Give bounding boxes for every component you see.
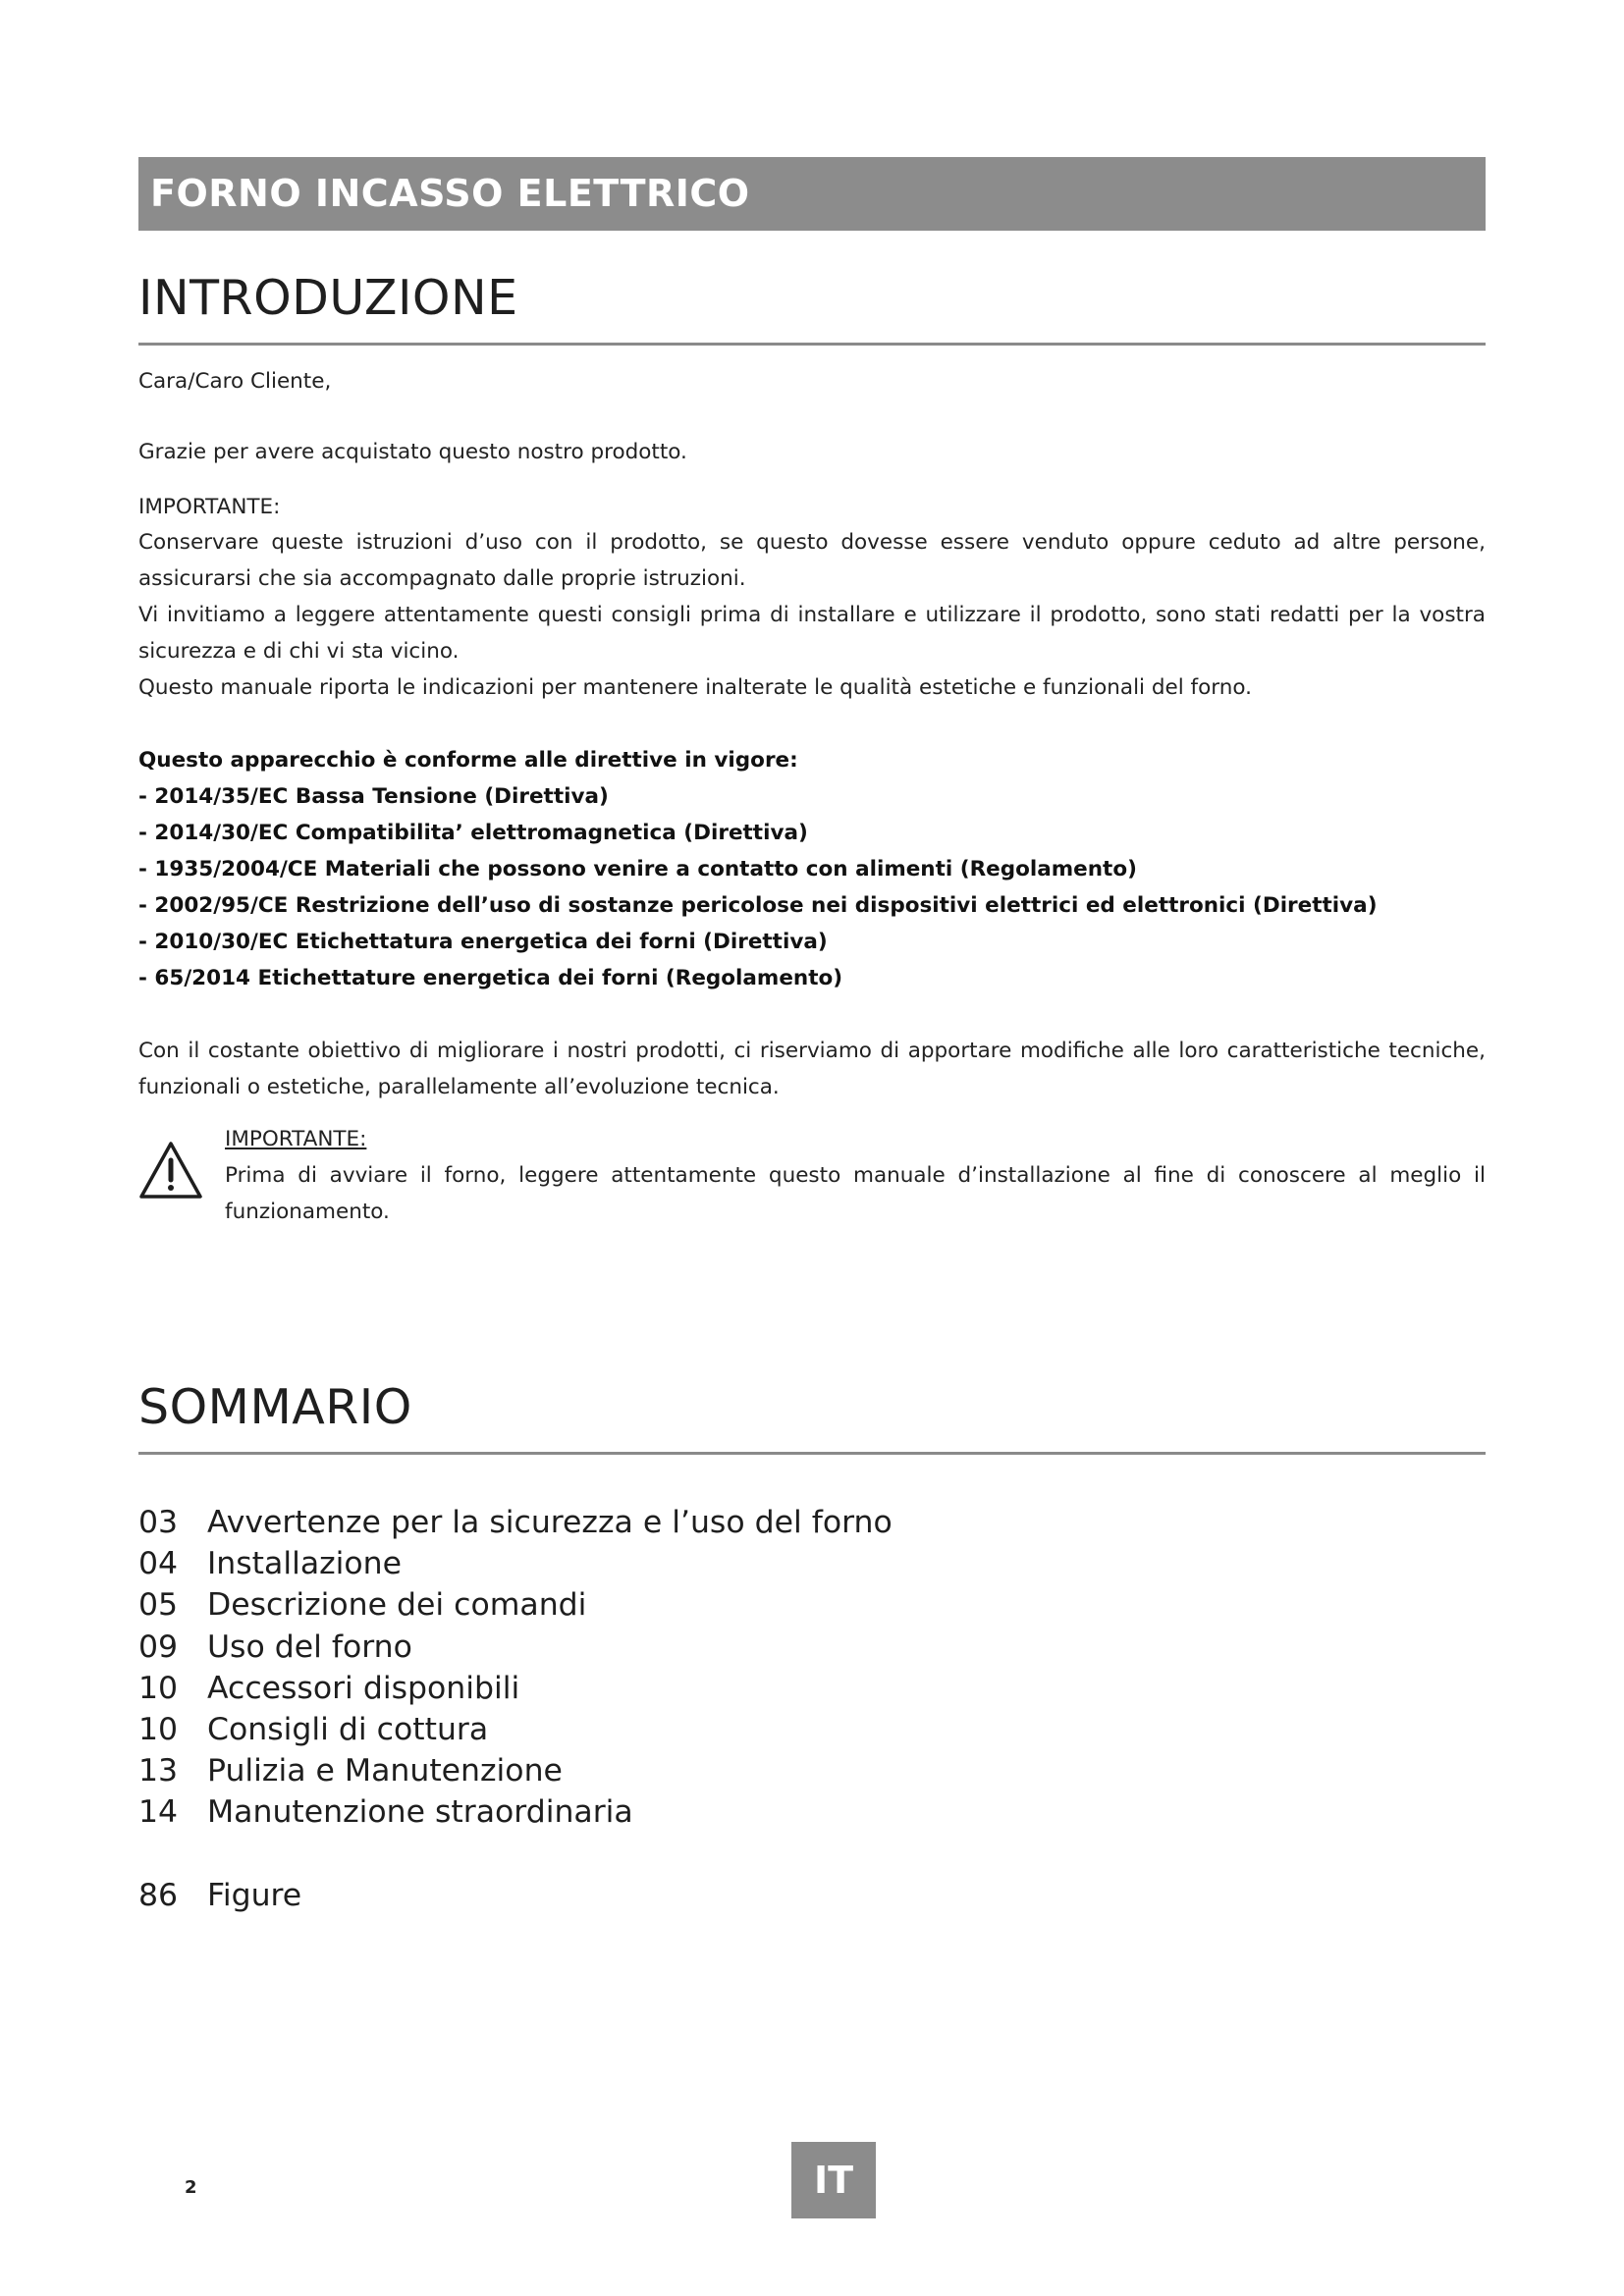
toc-item	[138, 1502, 1120, 1543]
directive-item: - 1935/2004/CE Materiali che possono venire a contatto con alimenti (Regolamento)	[138, 857, 1137, 881]
toc-item	[138, 1543, 1120, 1584]
warning-triangle-icon	[138, 1141, 203, 1200]
toc-label: Manutenzione straordinaria	[207, 1794, 633, 1831]
section-banner: FORNO INCASSO ELETTRICO	[138, 157, 1486, 231]
toc-item	[138, 1791, 1120, 1833]
directive-item: - 65/2014 Etichettature energetica dei forni (Regolamento)	[138, 966, 843, 990]
summary-title: SOMMARIO	[138, 1379, 412, 1435]
toc-label: Accessori disponibili	[207, 1670, 520, 1706]
toc-page: 09	[138, 1629, 179, 1665]
toc-page: 04	[138, 1546, 179, 1582]
toc-item	[138, 1668, 1120, 1709]
warning-block	[225, 1121, 1486, 1230]
toc-page: 10	[138, 1670, 179, 1706]
toc-item	[138, 1627, 1120, 1668]
toc-label: Avvertenze per la sicurezza e l’uso del forno	[207, 1505, 893, 1540]
toc-page: 05	[138, 1587, 179, 1624]
toc-page: 03	[138, 1505, 179, 1540]
improvement-paragraph: Con il costante obiettivo di migliorare i nostri prodotti, ci riserviamo di apportare modifiche alle loro caratteristiche tecniche, funzionali o estetiche, parallelamente all’evoluzione tecnica.	[138, 1039, 1486, 1099]
directive-item: - 2014/35/EC Bassa Tensione (Direttiva)	[138, 784, 609, 809]
greeting: Cara/Caro Cliente,	[138, 369, 332, 394]
toc-label: Installazione	[207, 1546, 403, 1582]
important-label: IMPORTANTE:	[138, 495, 281, 519]
toc-item	[138, 1584, 1120, 1626]
directives-heading: Questo apparecchio è conforme alle direttive in vigore:	[138, 748, 798, 773]
toc-item	[138, 1709, 1120, 1750]
toc-label: Uso del forno	[207, 1629, 412, 1665]
warning-label: IMPORTANTE:	[225, 1127, 367, 1151]
warning-text: Prima di avviare il forno, leggere attentamente questo manuale d’installazione al fine di conoscere al meglio il funzionamento.	[225, 1163, 1486, 1224]
toc-page: 10	[138, 1711, 179, 1747]
language-tag: IT	[791, 2142, 876, 2218]
intro-paragraph-2: Vi invitiamo a leggere attentamente questi consigli prima di installare e utilizzare il prodotto, sono stati redatti per la vostra sicurezza e di chi vi sta vicino.	[138, 603, 1486, 664]
toc-item	[138, 1750, 1120, 1791]
directive-item: - 2014/30/EC Compatibilita’ elettromagnetica (Direttiva)	[138, 821, 808, 845]
page-number: 2	[185, 2177, 197, 2198]
directive-item: - 2010/30/EC Etichettatura energetica dei forni (Direttiva)	[138, 930, 828, 954]
thanks-text: Grazie per avere acquistato questo nostro prodotto.	[138, 440, 687, 464]
directive-item: - 2002/95/CE Restrizione dell’uso di sostanze pericolose nei dispositivi elettrici ed elettronici (Direttiva)	[138, 893, 1378, 918]
toc-page: 86	[138, 1877, 179, 1913]
toc-label: Consigli di cottura	[207, 1711, 489, 1747]
intro-title: INTRODUZIONE	[138, 270, 518, 326]
toc-label: Figure	[207, 1877, 302, 1913]
toc-item	[138, 1875, 1120, 1916]
intro-paragraph-3: Questo manuale riporta le indicazioni per mantenere inalterate le qualità estetiche e funzionali del forno.	[138, 675, 1252, 700]
toc-label: Descrizione dei comandi	[207, 1587, 587, 1624]
summary-rule	[138, 1452, 1486, 1455]
toc-page: 13	[138, 1753, 179, 1789]
toc-page: 14	[138, 1794, 179, 1831]
toc-label: Pulizia e Manutenzione	[207, 1753, 563, 1789]
intro-rule	[138, 343, 1486, 346]
intro-paragraph-1: Conservare queste istruzioni d’uso con il prodotto, se questo dovesse essere venduto oppure ceduto ad altre persone, assicurarsi che sia accompagnato dalle proprie istruzioni.	[138, 530, 1486, 591]
table-of-contents	[138, 1502, 1120, 1916]
